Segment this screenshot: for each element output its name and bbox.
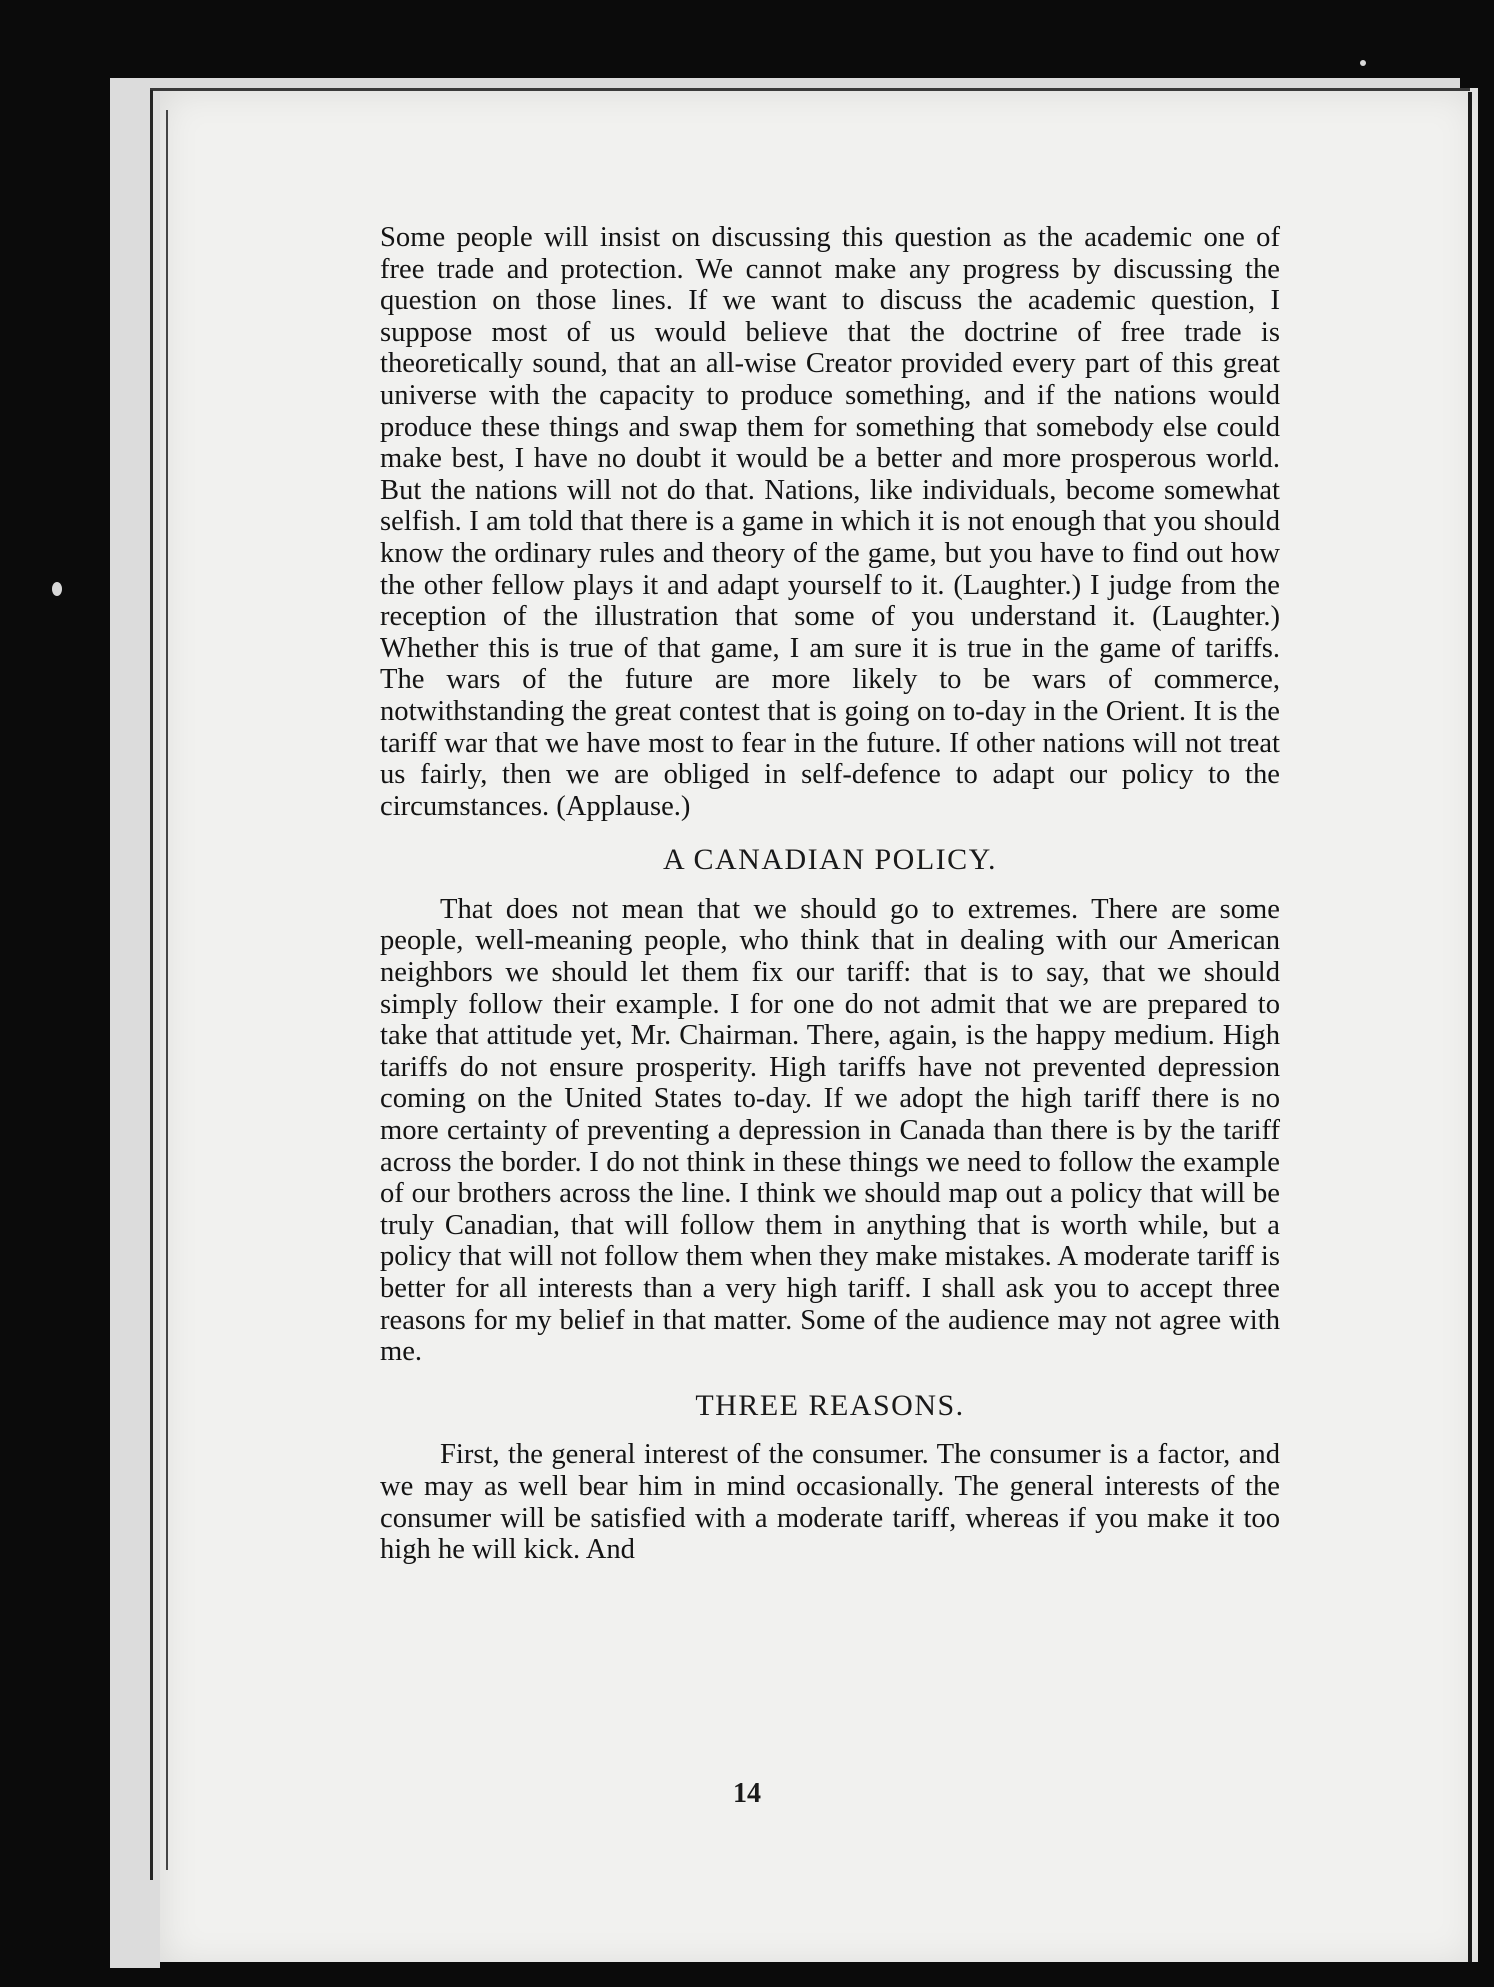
page-number: 14 bbox=[733, 1778, 761, 1809]
text-column bbox=[380, 222, 1280, 1566]
paragraph-free-trade: Some people will insist on discussing this question as the academic one of free trade and protection. We cannot make any progress by discussing the question on those lines. If we want to discuss the academic question, I suppose most of us would believe that the doctrine of free trade is theoretically sound, that an all-wise Creator provided every part of this great universe with the capacity to produce something, and if the nations would produce these things and swap them for something that somebody else could make best, I have no doubt it would be a better and more prosperous world. But the nations will not do that. Nations, like individuals, become somewhat selfish. I am told that there is a game in which it is not enough that you should know the ordinary rules and theory of the game, but you have to find out how the other fellow plays it and adapt yourself to it. (Laughter.) I judge from the reception of the illustration that some of you understand it. (Laughter.) Whether this is true of that game, I am sure it is true in the game of tariffs. The wars of the future are more likely to be wars of commerce, notwithstanding the great contest that is going on to-day in the Orient. It is the tariff war that we have most to fear in the future. If other nations will not treat us fairly, then we are obliged in self-defence to adapt our policy to the circumstances. (Applause.) bbox=[380, 222, 1280, 822]
paragraph-consumer: First, the general interest of the consumer. The consumer is a factor, and we may as well bear him in mind occasionally. The general interests of the consumer will be satisfied with a moderate tariff, whereas if you make it too high he will kick. And bbox=[380, 1439, 1280, 1566]
section-heading-three-reasons: THREE REASONS. bbox=[695, 1388, 965, 1422]
scan-speck bbox=[52, 582, 62, 596]
page-left-edge bbox=[150, 90, 153, 1880]
bottom-border bbox=[160, 1962, 1478, 1987]
page-top-edge bbox=[150, 88, 1470, 91]
scan-speck bbox=[1360, 60, 1366, 66]
page-right-edge bbox=[1468, 92, 1472, 1962]
section-heading-canadian-policy: A CANADIAN POLICY. bbox=[663, 843, 997, 877]
paragraph-canadian-policy: That does not mean that we should go to extremes. There are some people, well-meaning people, who think that in dealing with our American neighbors we should let them fix our tariff: that is to say, that we should simply follow their example. I for one do not admit that we are prepared to take that attitude yet, Mr. Chairman. There, again, is the happy medium. High tariffs do not ensure prosperity. High tariffs have not prevented depression coming on the United States to-day. If we adopt the high tariff there is no more certainty of preventing a depression in Canada than there is by the tariff across the border. I do not think in these things we need to follow the example of our brothers across the line. I think we should map out a policy that will be truly Canadian, that will follow them in anything that is worth while, but a policy that will not follow them when they make mistakes. A moderate tariff is better for all interests than a very high tariff. I shall ask you to accept three reasons for my belief in that matter. Some of the audience may not agree with me. bbox=[380, 893, 1280, 1368]
page-inner-edge bbox=[166, 110, 168, 1870]
